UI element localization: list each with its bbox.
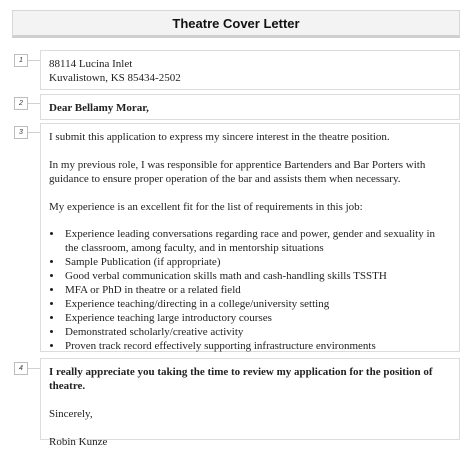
requirement-item: • Sample Publication (if appropriate) <box>63 255 451 269</box>
document-title: Theatre Cover Letter <box>172 15 300 31</box>
document-title-bar <box>12 10 460 38</box>
requirement-item: • Demonstrated scholarly/creative activity <box>63 325 451 339</box>
requirement-item: • Proven track record effectively supporting infrastructure environments <box>63 339 451 353</box>
section-connector-1 <box>28 60 40 61</box>
section-connector-4 <box>28 368 40 369</box>
section-number-badge-3: 3 <box>14 126 28 139</box>
signature-name: Robin Kunze <box>49 436 108 448</box>
greeting: Dear Bellamy Morar, <box>49 102 149 114</box>
intro-paragraph: I submit this application to express my sincere interest in the theatre position. <box>49 131 390 143</box>
section-number-badge-4: 4 <box>14 362 28 375</box>
requirement-item: • MFA or PhD in theatre or a related field <box>63 283 451 297</box>
body-section <box>40 123 460 352</box>
requirements-list <box>49 227 451 353</box>
fit-paragraph: My experience is an excellent fit for the list of requirements in this job: <box>49 201 363 213</box>
address-section <box>40 50 460 90</box>
requirement-item: • Experience teaching large introductory courses <box>63 311 451 325</box>
requirement-item: • Experience leading conversations regarding race and power, gender and sexuality in the classroom, among faculty, and in mentorship situations <box>63 227 451 255</box>
address-line-1: 88114 Lucina Inlet <box>49 58 133 70</box>
requirement-item: • Experience teaching/directing in a college/university setting <box>63 297 451 311</box>
previous-role-paragraph: In my previous role, I was responsible for apprentice Bartenders and Bar Porters with guidance to ensure proper operation of the bar and assists them when necessary. <box>49 159 426 185</box>
sign-off: Sincerely, <box>49 408 93 420</box>
address-line-2: Kuvalistown, KS 85434-2502 <box>49 72 181 84</box>
greeting-section <box>40 94 460 120</box>
closing-statement: I really appreciate you taking the time to review my application for the position of theatre. <box>49 366 433 392</box>
section-connector-2 <box>28 103 40 104</box>
closing-section <box>40 358 460 448</box>
requirement-item: • Good verbal communication skills math and cash-handling skills TSSTH <box>63 269 451 283</box>
section-number-badge-1: 1 <box>14 54 28 67</box>
section-number-badge-2: 2 <box>14 97 28 110</box>
section-connector-3 <box>28 132 40 133</box>
